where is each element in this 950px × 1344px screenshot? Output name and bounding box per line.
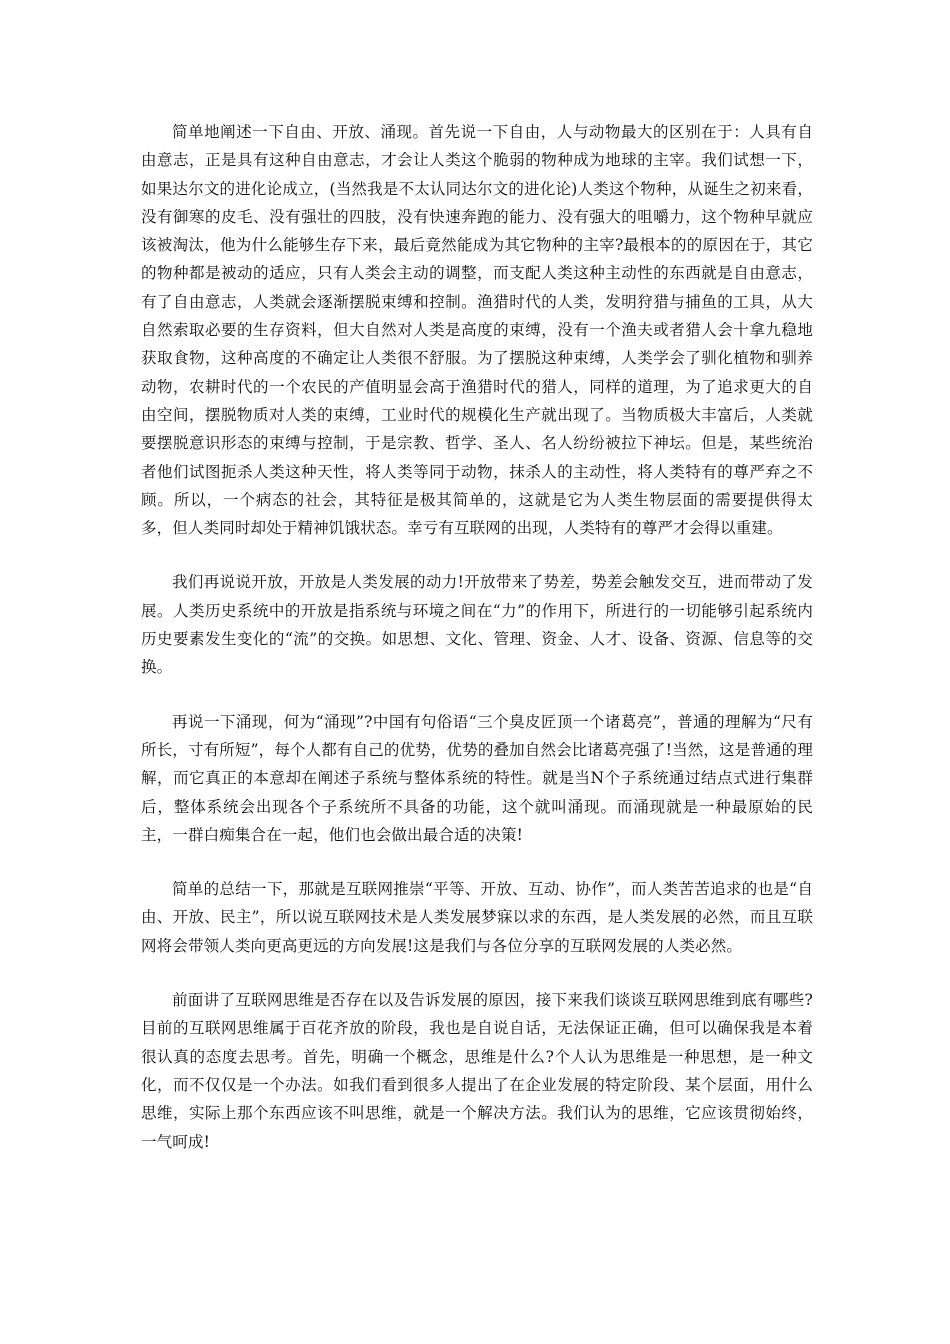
paragraph-internet-thinking: 前面讲了互联网思维是否存在以及告诉发展的原因，接下来我们谈谈互联网思维到底有哪些?目前的互联网思维属于百花齐放的阶段，我也是自说自话，无法保证正确，但可以确保我是本着很认真的态度去思考。首先，明确一个概念，思维是什么?个人认为思维是一种思想，是一种文化，而不仅仅是一个办法。如我们看到很多人提出了在企业发展的特定阶段、某个层面，用什么思维，实际上那个东西应该不叫思维，就是一个解决方法。我们认为的思维，它应该贯彻始终，一气呵成! xyxy=(141,991,813,1151)
document-body xyxy=(141,118,813,1182)
paragraph-summary: 简单的总结一下，那就是互联网推崇“平等、开放、互动、协作”，而人类苦苦追求的也是“自由、开放、民主”，所以说互联网技术是人类发展梦寐以求的东西，是人类发展的必然，而且互联网将会带领人类向更高更远的方向发展!这是我们与各位分享的互联网发展的人类必然。 xyxy=(141,880,813,955)
paragraph-openness: 我们再说说开放，开放是人类发展的动力!开放带来了势差，势差会触发交互，进而带动了发展。人类历史系统中的开放是指系统与环境之间在“力”的作用下，所进行的一切能够引起系统内历史要素发生变化的“流”的交换。如思想、文化、管理、资金、人才、设备、资源、信息等的交换。 xyxy=(141,573,813,677)
paragraph-emergence: 再说一下涌现，何为“涌现”?中国有句俗语“三个臭皮匠顶一个诸葛亮”，普通的理解为“尺有所长，寸有所短”，每个人都有自己的优势，优势的叠加自然会比诸葛亮强了!当然，这是普通的理解，而它真正的本意却在阐述子系统与整体系统的特性。就是当N个子系统通过结点式进行集群后，整体系统会出现各个子系统所不具备的功能，这个就叫涌现。而涌现就是一种最原始的民主，一群白痴集合在一起，他们也会做出最合适的决策! xyxy=(141,712,813,844)
paragraph-freedom: 简单地阐述一下自由、开放、涌现。首先说一下自由，人与动物最大的区别在于：人具有自由意志，正是具有这种自由意志，才会让人类这个脆弱的物种成为地球的主宰。我们试想一下，如果达尔文的进化论成立，(当然我是不太认同达尔文的进化论)人类这个物种，从诞生之初来看，没有御寒的皮毛、没有强壮的四肢，没有快速奔跑的能力、没有强大的咀嚼力，这个物种早就应该被淘汰，他为什么能够生存下来，最后竟然能成为其它物种的主宰?最根本的的原因在于，其它的物种都是被动的适应，只有人类会主动的调整，而支配人类这种主动性的东西就是自由意志，有了自由意志，人类就会逐渐摆脱束缚和控制。渔猎时代的人类，发明狩猎与捕鱼的工具，从大自然索取必要的生存资料，但大自然对人类是高度的束缚，没有一个渔夫或者猎人会十拿九稳地获取食物，这种高度的不确定让人类很不舒服。为了摆脱这种束缚，人类学会了驯化植物和驯养动物，农耕时代的一个农民的产值明显会高于渔猎时代的猎人，同样的道理，为了追求更大的自由空间，摆脱物质对人类的束缚，工业时代的规模化生产就出现了。当物质极大丰富后，人类就要摆脱意识形态的束缚与控制，于是宗教、哲学、圣人、名人纷纷被拉下神坛。但是，某些统治者他们试图扼杀人类这种天性，将人类等同于动物，抹杀人的主动性，将人类特有的尊严弃之不顾。所以，一个病态的社会，其特征是极其简单的，这就是它为人类生物层面的需要提供得太多，但人类同时却处于精神饥饿状态。幸亏有互联网的出现，人类特有的尊严才会得以重建。 xyxy=(141,123,813,538)
